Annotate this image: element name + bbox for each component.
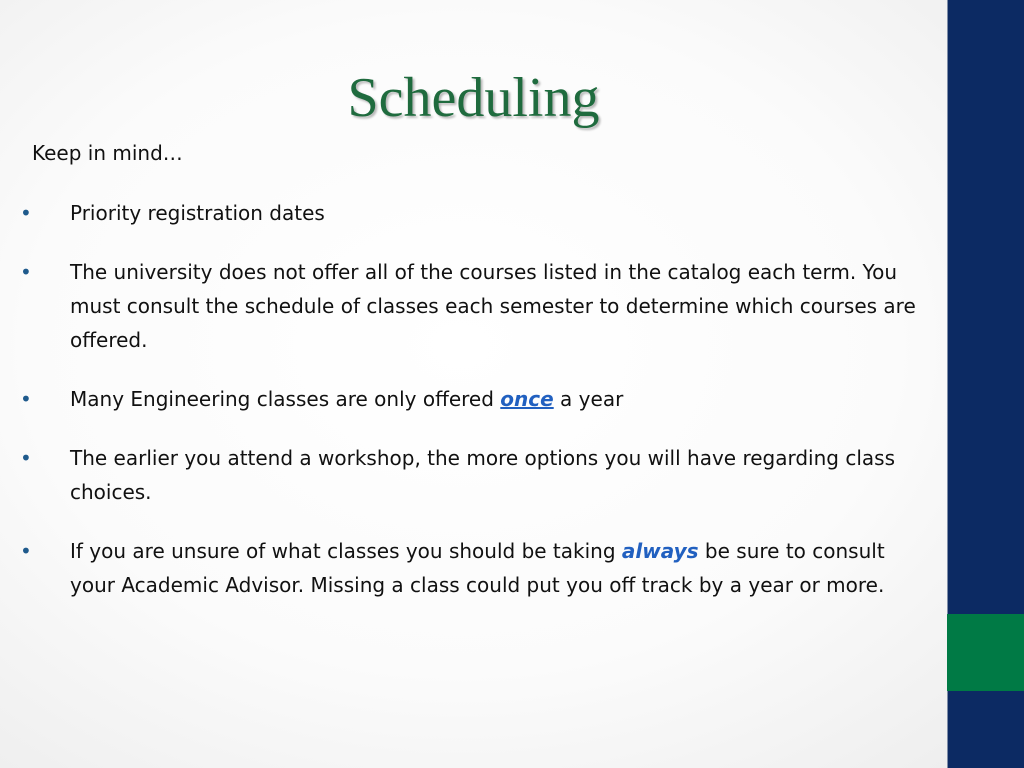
emphasis-once: once: [500, 387, 554, 411]
bullet-list: [20, 196, 920, 627]
bullet-text: The university does not offer all of the courses listed in the catalog each term. You must consult the schedule of classes each semester to determine which courses are offered.: [70, 260, 916, 352]
bullet-icon: •: [20, 387, 32, 411]
bullet-text-before: Many Engineering classes are only offered: [70, 387, 501, 411]
bullet-item: [20, 441, 920, 509]
bullet-text: Priority registration dates: [70, 201, 325, 225]
emphasis-always: always: [621, 539, 699, 563]
bullet-item: [20, 196, 920, 230]
bullet-icon: •: [20, 260, 32, 284]
intro-text: Keep in mind…: [32, 141, 183, 165]
bullet-text: The earlier you attend a workshop, the more options you will have regarding class choices.: [70, 446, 895, 504]
slide-title: Scheduling: [347, 67, 600, 129]
bullet-text-after: a year: [553, 387, 624, 411]
bullet-icon: •: [20, 539, 32, 563]
bullet-icon: •: [20, 446, 32, 470]
side-accent-decoration: [947, 614, 1024, 691]
bullet-text-after: be sure to consult your Academic Advisor. Missing a class could put you off track by a year or more.: [70, 539, 885, 597]
bullet-item: [20, 382, 920, 416]
bullet-icon: •: [20, 201, 32, 225]
bullet-item: [20, 255, 920, 357]
bullet-item: [20, 534, 920, 602]
bullet-text-before: If you are unsure of what classes you should be taking: [70, 539, 622, 563]
